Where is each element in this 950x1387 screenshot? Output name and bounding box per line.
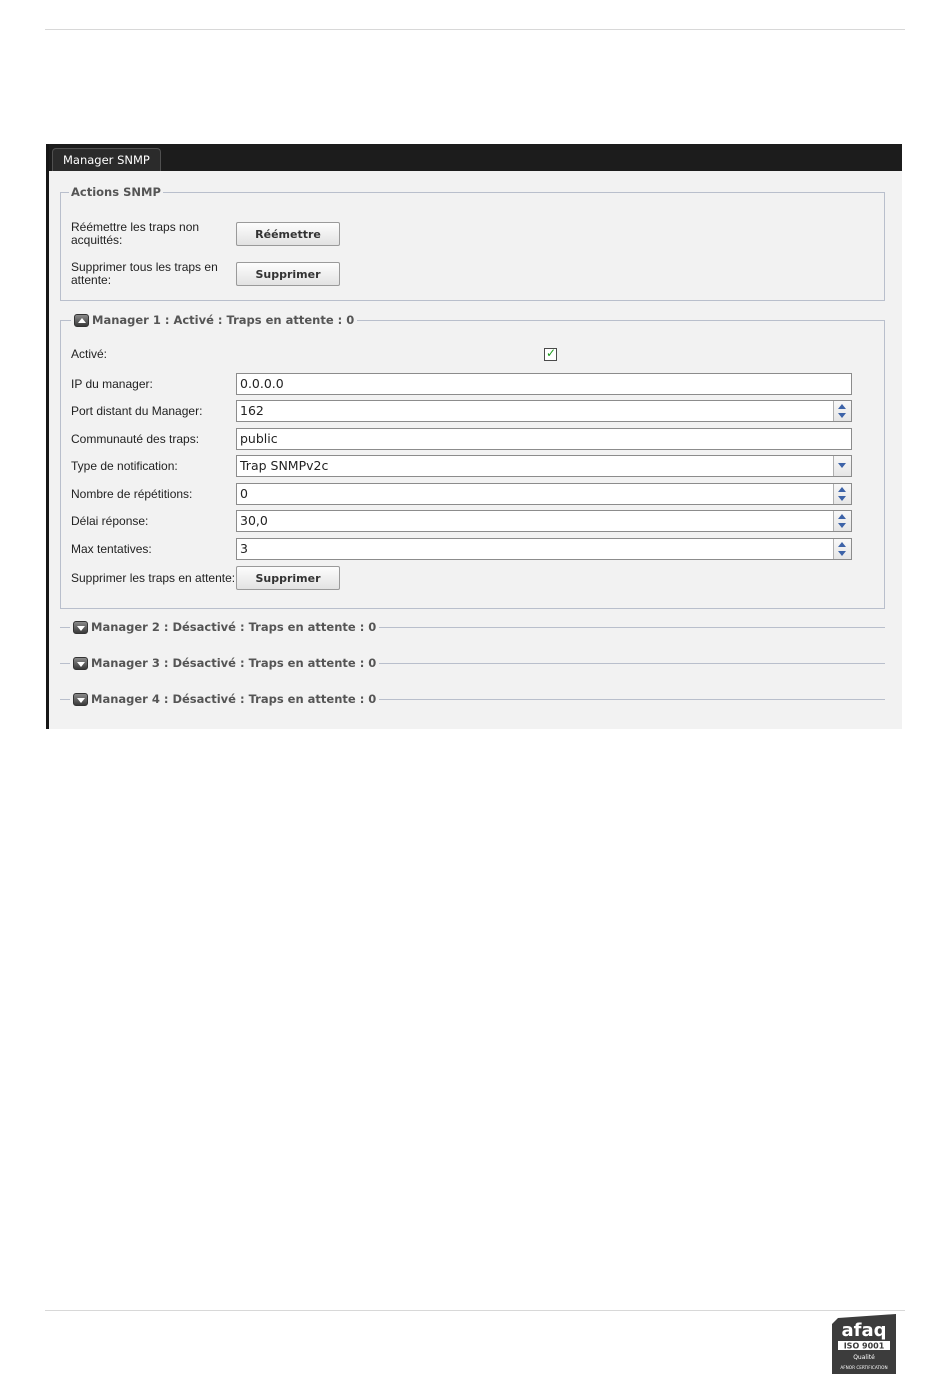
actions-snmp-group: [60, 185, 885, 301]
svg-text:afaq: afaq: [841, 1320, 887, 1341]
community-row: [71, 428, 852, 450]
max-stepper[interactable]: [236, 538, 852, 560]
notif-select[interactable]: [236, 455, 852, 477]
spinner-icon[interactable]: [833, 401, 851, 421]
timeout-label: Délai réponse:: [71, 513, 149, 528]
manager-3-group: [60, 656, 885, 670]
notif-label: Type de notification:: [71, 458, 178, 473]
timeout-stepper[interactable]: [236, 510, 852, 532]
manager-4-group: [60, 692, 885, 706]
repeat-label: Nombre de répétitions:: [71, 486, 193, 501]
community-label: Communauté des traps:: [71, 431, 200, 446]
port-label: Port distant du Manager:: [71, 403, 203, 418]
max-label: Max tentatives:: [71, 541, 152, 556]
chevron-down-icon[interactable]: [833, 456, 851, 476]
notif-row: [71, 455, 852, 477]
snmp-manager-window: [46, 144, 902, 729]
ip-row: [71, 373, 852, 395]
manager-1-group: [60, 313, 885, 609]
ip-input[interactable]: [236, 373, 852, 395]
delete-all-label: Supprimer tous les traps en attente:: [71, 260, 218, 287]
repeat-stepper[interactable]: [236, 483, 852, 505]
repeat-row: [71, 483, 852, 505]
actions-snmp-legend: Actions SNMP: [71, 185, 161, 199]
resend-button[interactable]: Réémettre: [236, 222, 340, 246]
max-row: [71, 538, 852, 560]
manager-3-title: Manager 3 : Désactivé : Traps en attente : 0: [91, 656, 377, 670]
resend-label: Réémettre les traps non acquittés:: [71, 220, 200, 247]
spinner-icon[interactable]: [833, 484, 851, 504]
manager-2-group: [60, 620, 885, 634]
afaq-iso-logo: [832, 1314, 896, 1374]
port-row: [71, 400, 852, 422]
check-icon: ✓: [546, 346, 557, 360]
delete-all-button[interactable]: Supprimer: [236, 262, 340, 286]
header-rule: [45, 29, 905, 30]
manager-4-title: Manager 4 : Désactivé : Traps en attente : 0: [91, 692, 377, 706]
port-value: 162: [240, 403, 264, 418]
community-input[interactable]: [236, 428, 852, 450]
delete-button[interactable]: Supprimer: [236, 566, 340, 590]
spinner-icon[interactable]: [833, 539, 851, 559]
collapse-up-icon[interactable]: [74, 314, 89, 327]
window-left-border: [46, 144, 49, 729]
enabled-label: Activé:: [71, 347, 108, 361]
community-value: public: [240, 431, 278, 446]
expand-down-icon[interactable]: [73, 621, 88, 634]
svg-text:Qualité: Qualité: [853, 1354, 875, 1361]
repeat-value: 0: [240, 486, 248, 501]
enabled-checkbox[interactable]: [544, 348, 557, 361]
svg-text:AFNOR CERTIFICATION: AFNOR CERTIFICATION: [840, 1365, 888, 1370]
expand-down-icon[interactable]: [73, 657, 88, 670]
delete-label: Supprimer les traps en attente:: [71, 570, 236, 585]
delete-all-row: [71, 261, 340, 287]
spinner-icon[interactable]: [833, 511, 851, 531]
tab-bar: [46, 144, 902, 171]
timeout-row: [71, 510, 852, 532]
notif-value: Trap SNMPv2c: [240, 458, 329, 473]
svg-text:ISO 9001: ISO 9001: [843, 1341, 885, 1351]
footer-rule: [45, 1310, 905, 1311]
delete-row: [71, 566, 340, 590]
ip-label: IP du manager:: [71, 376, 153, 391]
resend-row: [71, 221, 340, 247]
manager-1-title: Manager 1 : Activé : Traps en attente : 0: [92, 313, 355, 327]
max-value: 3: [240, 541, 248, 556]
manager-2-title: Manager 2 : Désactivé : Traps en attente : 0: [91, 620, 377, 634]
timeout-value: 30,0: [240, 513, 268, 528]
expand-down-icon[interactable]: [73, 693, 88, 706]
ip-value: 0.0.0.0: [240, 376, 284, 391]
manager-1-legend: [71, 313, 357, 327]
tab-manager-snmp[interactable]: Manager SNMP: [52, 148, 161, 171]
port-stepper[interactable]: [236, 400, 852, 422]
enabled-row: [71, 348, 557, 361]
